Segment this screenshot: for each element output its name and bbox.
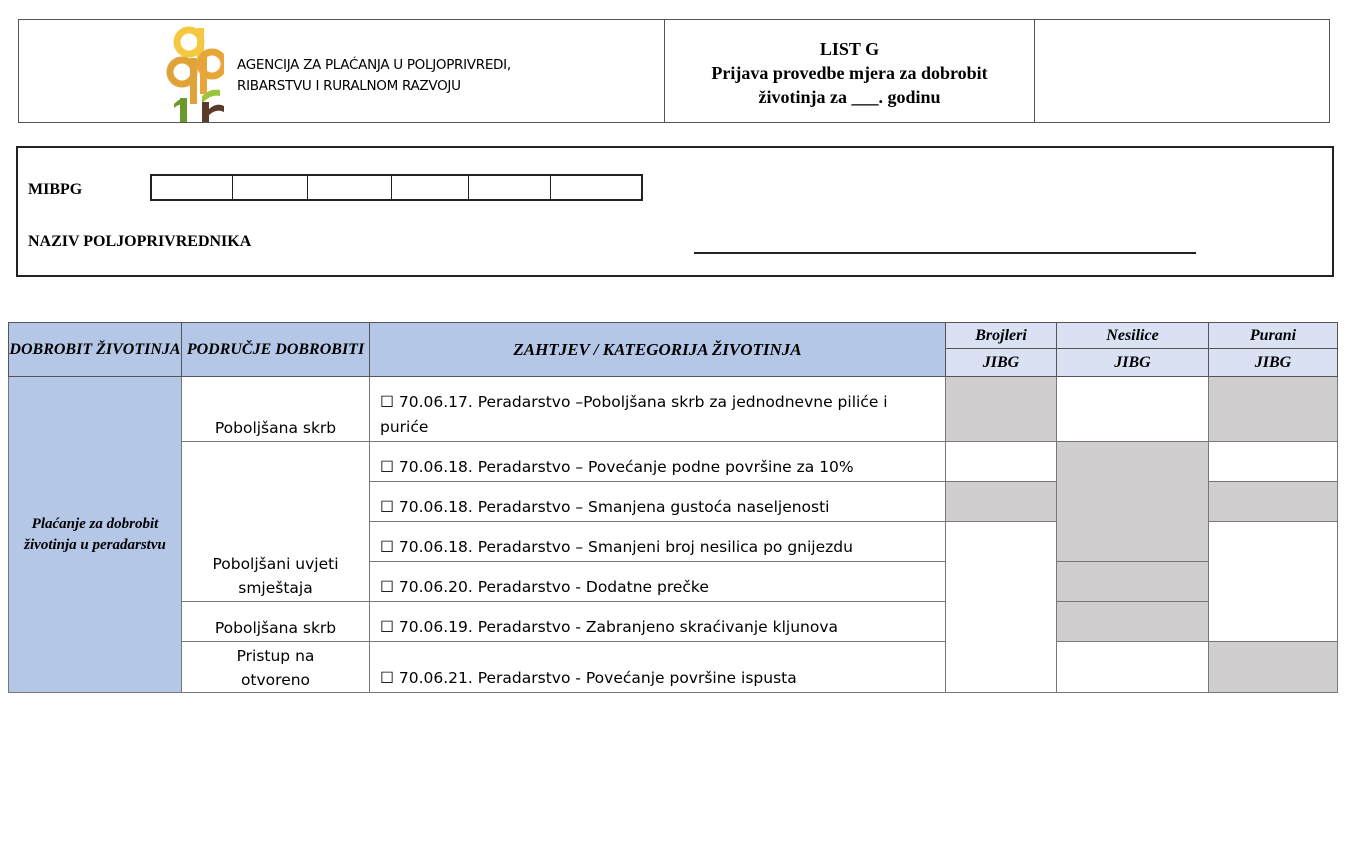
header-purani: Purani xyxy=(1209,323,1338,349)
title-line-1: LIST G xyxy=(819,39,880,59)
jibg-input[interactable] xyxy=(946,442,1057,482)
checkbox[interactable]: ☐ xyxy=(380,618,394,636)
farmer-name-input[interactable] xyxy=(694,252,1196,254)
request-label: 70.06.21. Peradarstvo - Povećanje površine ispusta xyxy=(398,669,797,687)
disabled-cell xyxy=(1209,482,1338,522)
header-brojleri: Brojleri xyxy=(946,323,1057,349)
mibpg-digit-box[interactable] xyxy=(233,176,308,199)
mibpg-digit-box[interactable] xyxy=(308,176,392,199)
mibpg-digit-box[interactable] xyxy=(392,176,469,199)
checkbox[interactable]: ☐ xyxy=(380,498,394,516)
header-area: PODRUČJE DOBROBITI xyxy=(182,323,370,377)
farmer-info xyxy=(16,146,1334,277)
request-label: 70.06.18. Peradarstvo – Smanjeni broj nesilica po gnijezdu xyxy=(398,538,853,556)
header-jibg: JIBG xyxy=(946,349,1057,377)
agency-line-1: AGENCIJA ZA PLAĆANJA U POLJOPRIVREDI, xyxy=(237,57,511,73)
checkbox[interactable]: ☐ xyxy=(380,458,394,476)
request-row[interactable] xyxy=(370,602,946,642)
request-row[interactable] xyxy=(370,377,946,442)
area-cell: Poboljšani uvjeti smještaja xyxy=(182,442,370,602)
disabled-cell xyxy=(1057,602,1209,642)
disabled-cell xyxy=(1209,377,1338,442)
mibpg-input[interactable] xyxy=(150,174,643,201)
request-label: 70.06.17. Peradarstvo –Poboljšana skrb za jednodnevne piliće i puriće xyxy=(380,393,888,436)
welfare-category: Plaćanje za dobrobit životinja u peradarstvu xyxy=(9,377,182,693)
agency-name xyxy=(237,55,511,97)
checkbox[interactable]: ☐ xyxy=(380,669,394,687)
jibg-input[interactable] xyxy=(1057,642,1209,693)
jibg-input[interactable] xyxy=(1209,442,1338,482)
area-cell: Poboljšana skrb xyxy=(182,602,370,642)
request-row[interactable] xyxy=(370,482,946,522)
blank-cell xyxy=(1035,20,1329,122)
header-request: ZAHTJEV / KATEGORIJA ŽIVOTINJA xyxy=(370,323,946,377)
title-line-2: Prijava provedbe mjera za dobrobit xyxy=(711,63,988,83)
header-welfare: DOBROBIT ŽIVOTINJA xyxy=(9,323,182,377)
mibpg-digit-box[interactable] xyxy=(469,176,551,199)
header-jibg: JIBG xyxy=(1209,349,1338,377)
form-header xyxy=(18,19,1330,123)
disabled-cell xyxy=(1209,642,1338,693)
request-label: 70.06.18. Peradarstvo – Povećanje podne površine za 10% xyxy=(398,458,854,476)
title-line-3: životinja za ___. godinu xyxy=(758,87,941,107)
checkbox[interactable]: ☐ xyxy=(380,393,394,411)
checkbox[interactable]: ☐ xyxy=(380,578,394,596)
mibpg-digit-box[interactable] xyxy=(551,176,641,199)
header-nesilice: Nesilice xyxy=(1057,323,1209,349)
header-jibg: JIBG xyxy=(1057,349,1209,377)
request-row[interactable] xyxy=(370,562,946,602)
request-row[interactable] xyxy=(370,642,946,693)
measures-table xyxy=(8,322,1338,693)
logo-cell xyxy=(19,20,665,122)
request-label: 70.06.19. Peradarstvo - Zabranjeno skraćivanje kljunova xyxy=(398,618,839,636)
disabled-cell xyxy=(1057,442,1209,562)
form-title xyxy=(665,20,1035,122)
agency-logo xyxy=(164,20,224,122)
request-label: 70.06.20. Peradarstvo - Dodatne prečke xyxy=(398,578,709,596)
request-row[interactable] xyxy=(370,442,946,482)
disabled-cell xyxy=(946,377,1057,442)
jibg-input[interactable] xyxy=(1057,377,1209,442)
jibg-input[interactable] xyxy=(1209,522,1338,642)
mibpg-label: MIBPG xyxy=(28,181,83,198)
disabled-cell xyxy=(946,482,1057,522)
agency-line-2: RIBARSTVU I RURALNOM RAZVOJU xyxy=(237,78,461,94)
mibpg-digit-box[interactable] xyxy=(152,176,233,199)
request-row[interactable] xyxy=(370,522,946,562)
disabled-cell xyxy=(1057,562,1209,602)
request-label: 70.06.18. Peradarstvo – Smanjena gustoća naseljenosti xyxy=(398,498,830,516)
area-cell: Pristup na otvoreno xyxy=(182,642,370,693)
farmer-name-label: NAZIV POLJOPRIVREDNIKA xyxy=(28,233,252,250)
area-cell: Poboljšana skrb xyxy=(182,377,370,442)
checkbox[interactable]: ☐ xyxy=(380,538,394,556)
jibg-input[interactable] xyxy=(946,522,1057,693)
